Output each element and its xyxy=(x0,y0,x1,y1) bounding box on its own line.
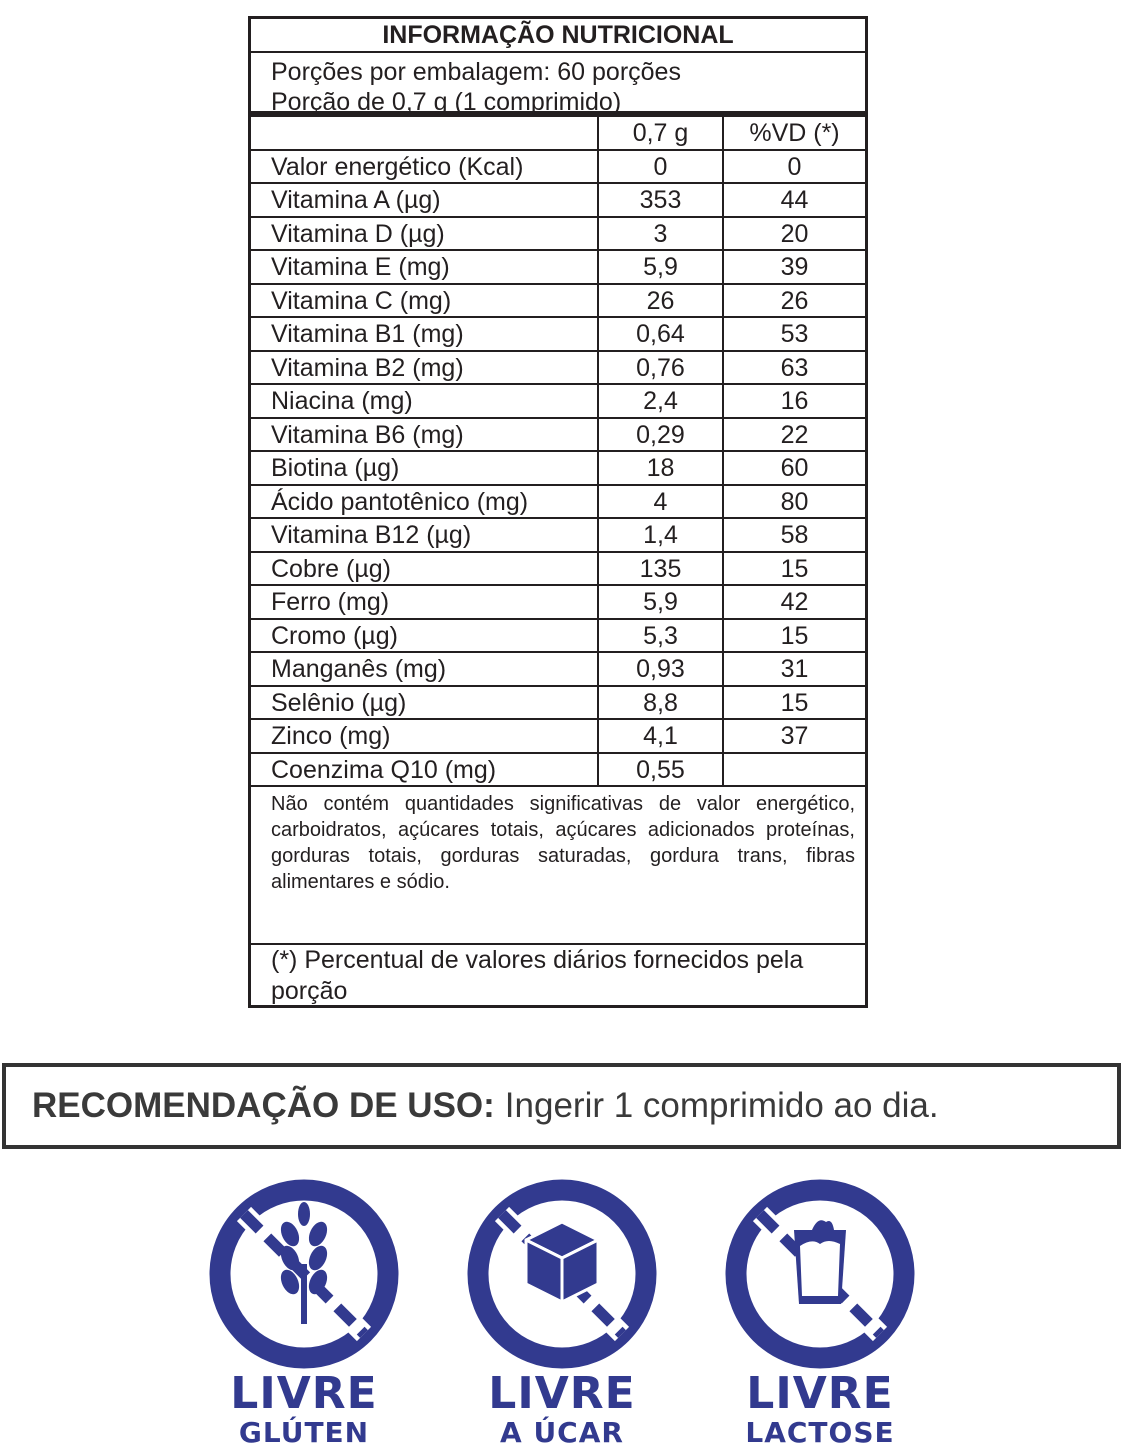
table-row xyxy=(251,452,865,486)
nutrient-name: Valor energético (Kcal) xyxy=(251,151,599,183)
nutrient-name: Cobre (µg) xyxy=(251,553,599,585)
nutrient-name: Vitamina B2 (mg) xyxy=(251,352,599,384)
table-row xyxy=(251,754,865,788)
nutrient-amount: 18 xyxy=(599,452,724,484)
badge-sugar-free xyxy=(462,1174,662,1449)
table-row xyxy=(251,385,865,419)
table-row xyxy=(251,151,865,185)
nutrient-name: Vitamina B1 (mg) xyxy=(251,318,599,350)
table-row xyxy=(251,419,865,453)
header-blank xyxy=(251,117,599,149)
table-row xyxy=(251,285,865,319)
nutrient-amount: 4 xyxy=(599,486,724,518)
badge-title: LIVRE xyxy=(230,1368,378,1419)
recommendation-label: RECOMENDAÇÃO DE USO: xyxy=(32,1086,495,1125)
table-row xyxy=(251,352,865,386)
nutrient-name: Vitamina A (µg) xyxy=(251,184,599,216)
nutrient-name: Coenzima Q10 (mg) xyxy=(251,754,599,786)
nutrient-name: Biotina (µg) xyxy=(251,452,599,484)
nutrient-dv: 63 xyxy=(780,353,809,382)
table-row xyxy=(251,519,865,553)
serving-info xyxy=(251,53,865,116)
nutrient-name: Ferro (mg) xyxy=(251,586,599,618)
nutrient-dv xyxy=(724,754,865,786)
nutrient-name: Cromo (µg) xyxy=(251,620,599,652)
nutrient-rows xyxy=(251,151,865,788)
nutrient-name: Vitamina B6 (mg) xyxy=(251,419,599,451)
table-row xyxy=(251,184,865,218)
nutrient-dv: 60 xyxy=(780,454,809,482)
nutrient-dv: 15 xyxy=(780,621,809,650)
nutrient-name: Vitamina E (mg) xyxy=(251,251,599,283)
nutrient-name: Manganês (mg) xyxy=(251,653,599,685)
nutrient-dv: 53 xyxy=(780,320,809,348)
nutrient-amount: 8,8 xyxy=(599,687,724,719)
usage-recommendation xyxy=(2,1063,1121,1149)
servings-per-package: Porções por embalagem: 60 porções xyxy=(271,58,681,86)
badge-subtitle: A ÚCAR xyxy=(500,1416,624,1449)
recommendation-text: Ingerir 1 comprimido ao dia. xyxy=(504,1086,939,1125)
table-row xyxy=(251,218,865,252)
nutrient-amount: 353 xyxy=(599,184,724,216)
nutrient-name: Ácido pantotênico (mg) xyxy=(251,486,599,518)
nutrient-name: Selênio (µg) xyxy=(251,687,599,719)
table-header-row xyxy=(251,117,865,151)
nutrient-dv: 20 xyxy=(780,219,809,248)
nutrient-amount: 5,9 xyxy=(599,251,724,283)
badge-lactose-free xyxy=(720,1174,920,1449)
nutrient-dv: 80 xyxy=(780,487,809,516)
nutrient-amount: 0,55 xyxy=(599,754,724,786)
header-amount: 0,7 g xyxy=(599,117,724,149)
table-row xyxy=(251,620,865,654)
nutrient-dv: 44 xyxy=(780,186,809,214)
table-row xyxy=(251,251,865,285)
table-row xyxy=(251,586,865,620)
nutrient-amount: 26 xyxy=(599,285,724,317)
badge-title: LIVRE xyxy=(746,1368,894,1419)
table-row xyxy=(251,720,865,754)
nutrient-name: Vitamina C (mg) xyxy=(251,285,599,317)
table-row xyxy=(251,318,865,352)
nutrient-amount: 135 xyxy=(599,553,724,585)
nutrient-dv: 15 xyxy=(780,554,809,583)
nutrient-dv: 37 xyxy=(780,722,809,750)
nutrient-dv: 26 xyxy=(780,286,809,315)
nutrient-amount: 0 xyxy=(599,151,724,183)
nutrient-dv: 39 xyxy=(780,253,809,281)
nutrient-amount: 5,9 xyxy=(599,586,724,618)
nutrient-amount: 0,76 xyxy=(599,352,724,384)
table-row xyxy=(251,687,865,721)
nutrient-amount: 0,29 xyxy=(599,419,724,451)
nutrient-amount: 0,93 xyxy=(599,653,724,685)
nutrient-name: Vitamina B12 (µg) xyxy=(251,519,599,551)
nutrient-amount: 4,1 xyxy=(599,720,724,752)
table-note: Não contém quantidades significativas de valor energético, carboidratos, açúcares totais, açúcares adicionados proteínas, gorduras totais, gorduras saturadas, gordura trans, fibras alimentares e sódio. xyxy=(251,787,865,945)
nutrient-amount: 5,3 xyxy=(599,620,724,652)
sugar-cube-icon xyxy=(462,1174,662,1374)
nutrient-dv: 0 xyxy=(787,152,802,181)
table-footnote: (*) Percentual de valores diários fornecidos pela porção xyxy=(271,946,804,1005)
nutrition-table xyxy=(248,16,868,1008)
nutrient-dv: 22 xyxy=(780,420,809,449)
badge-title: LIVRE xyxy=(488,1368,636,1419)
badge-subtitle: GLÚTEN xyxy=(238,1416,370,1449)
badge-subtitle: LACTOSE xyxy=(745,1416,895,1449)
nutrient-amount: 2,4 xyxy=(599,385,724,417)
nutrient-name: Niacina (mg) xyxy=(251,385,599,417)
nutrient-dv: 58 xyxy=(780,521,809,549)
nutrient-dv: 16 xyxy=(780,387,809,415)
header-dv: %VD (*) xyxy=(749,119,840,147)
serving-size: Porção de 0,7 g (1 comprimido) xyxy=(271,88,622,116)
nutrient-dv: 42 xyxy=(780,588,809,616)
table-row xyxy=(251,653,865,687)
table-title: INFORMAÇÃO NUTRICIONAL xyxy=(251,19,865,53)
nutrient-name: Vitamina D (µg) xyxy=(251,218,599,250)
nutrient-dv: 15 xyxy=(780,688,809,717)
nutrient-dv: 31 xyxy=(780,655,809,683)
wheat-icon xyxy=(204,1174,404,1374)
milk-glass-icon xyxy=(720,1174,920,1374)
table-row xyxy=(251,553,865,587)
nutrient-name: Zinco (mg) xyxy=(251,720,599,752)
nutrient-amount: 0,64 xyxy=(599,318,724,350)
table-row xyxy=(251,486,865,520)
nutrient-amount: 3 xyxy=(599,218,724,250)
badge-gluten-free xyxy=(204,1174,404,1449)
nutrient-amount: 1,4 xyxy=(599,519,724,551)
